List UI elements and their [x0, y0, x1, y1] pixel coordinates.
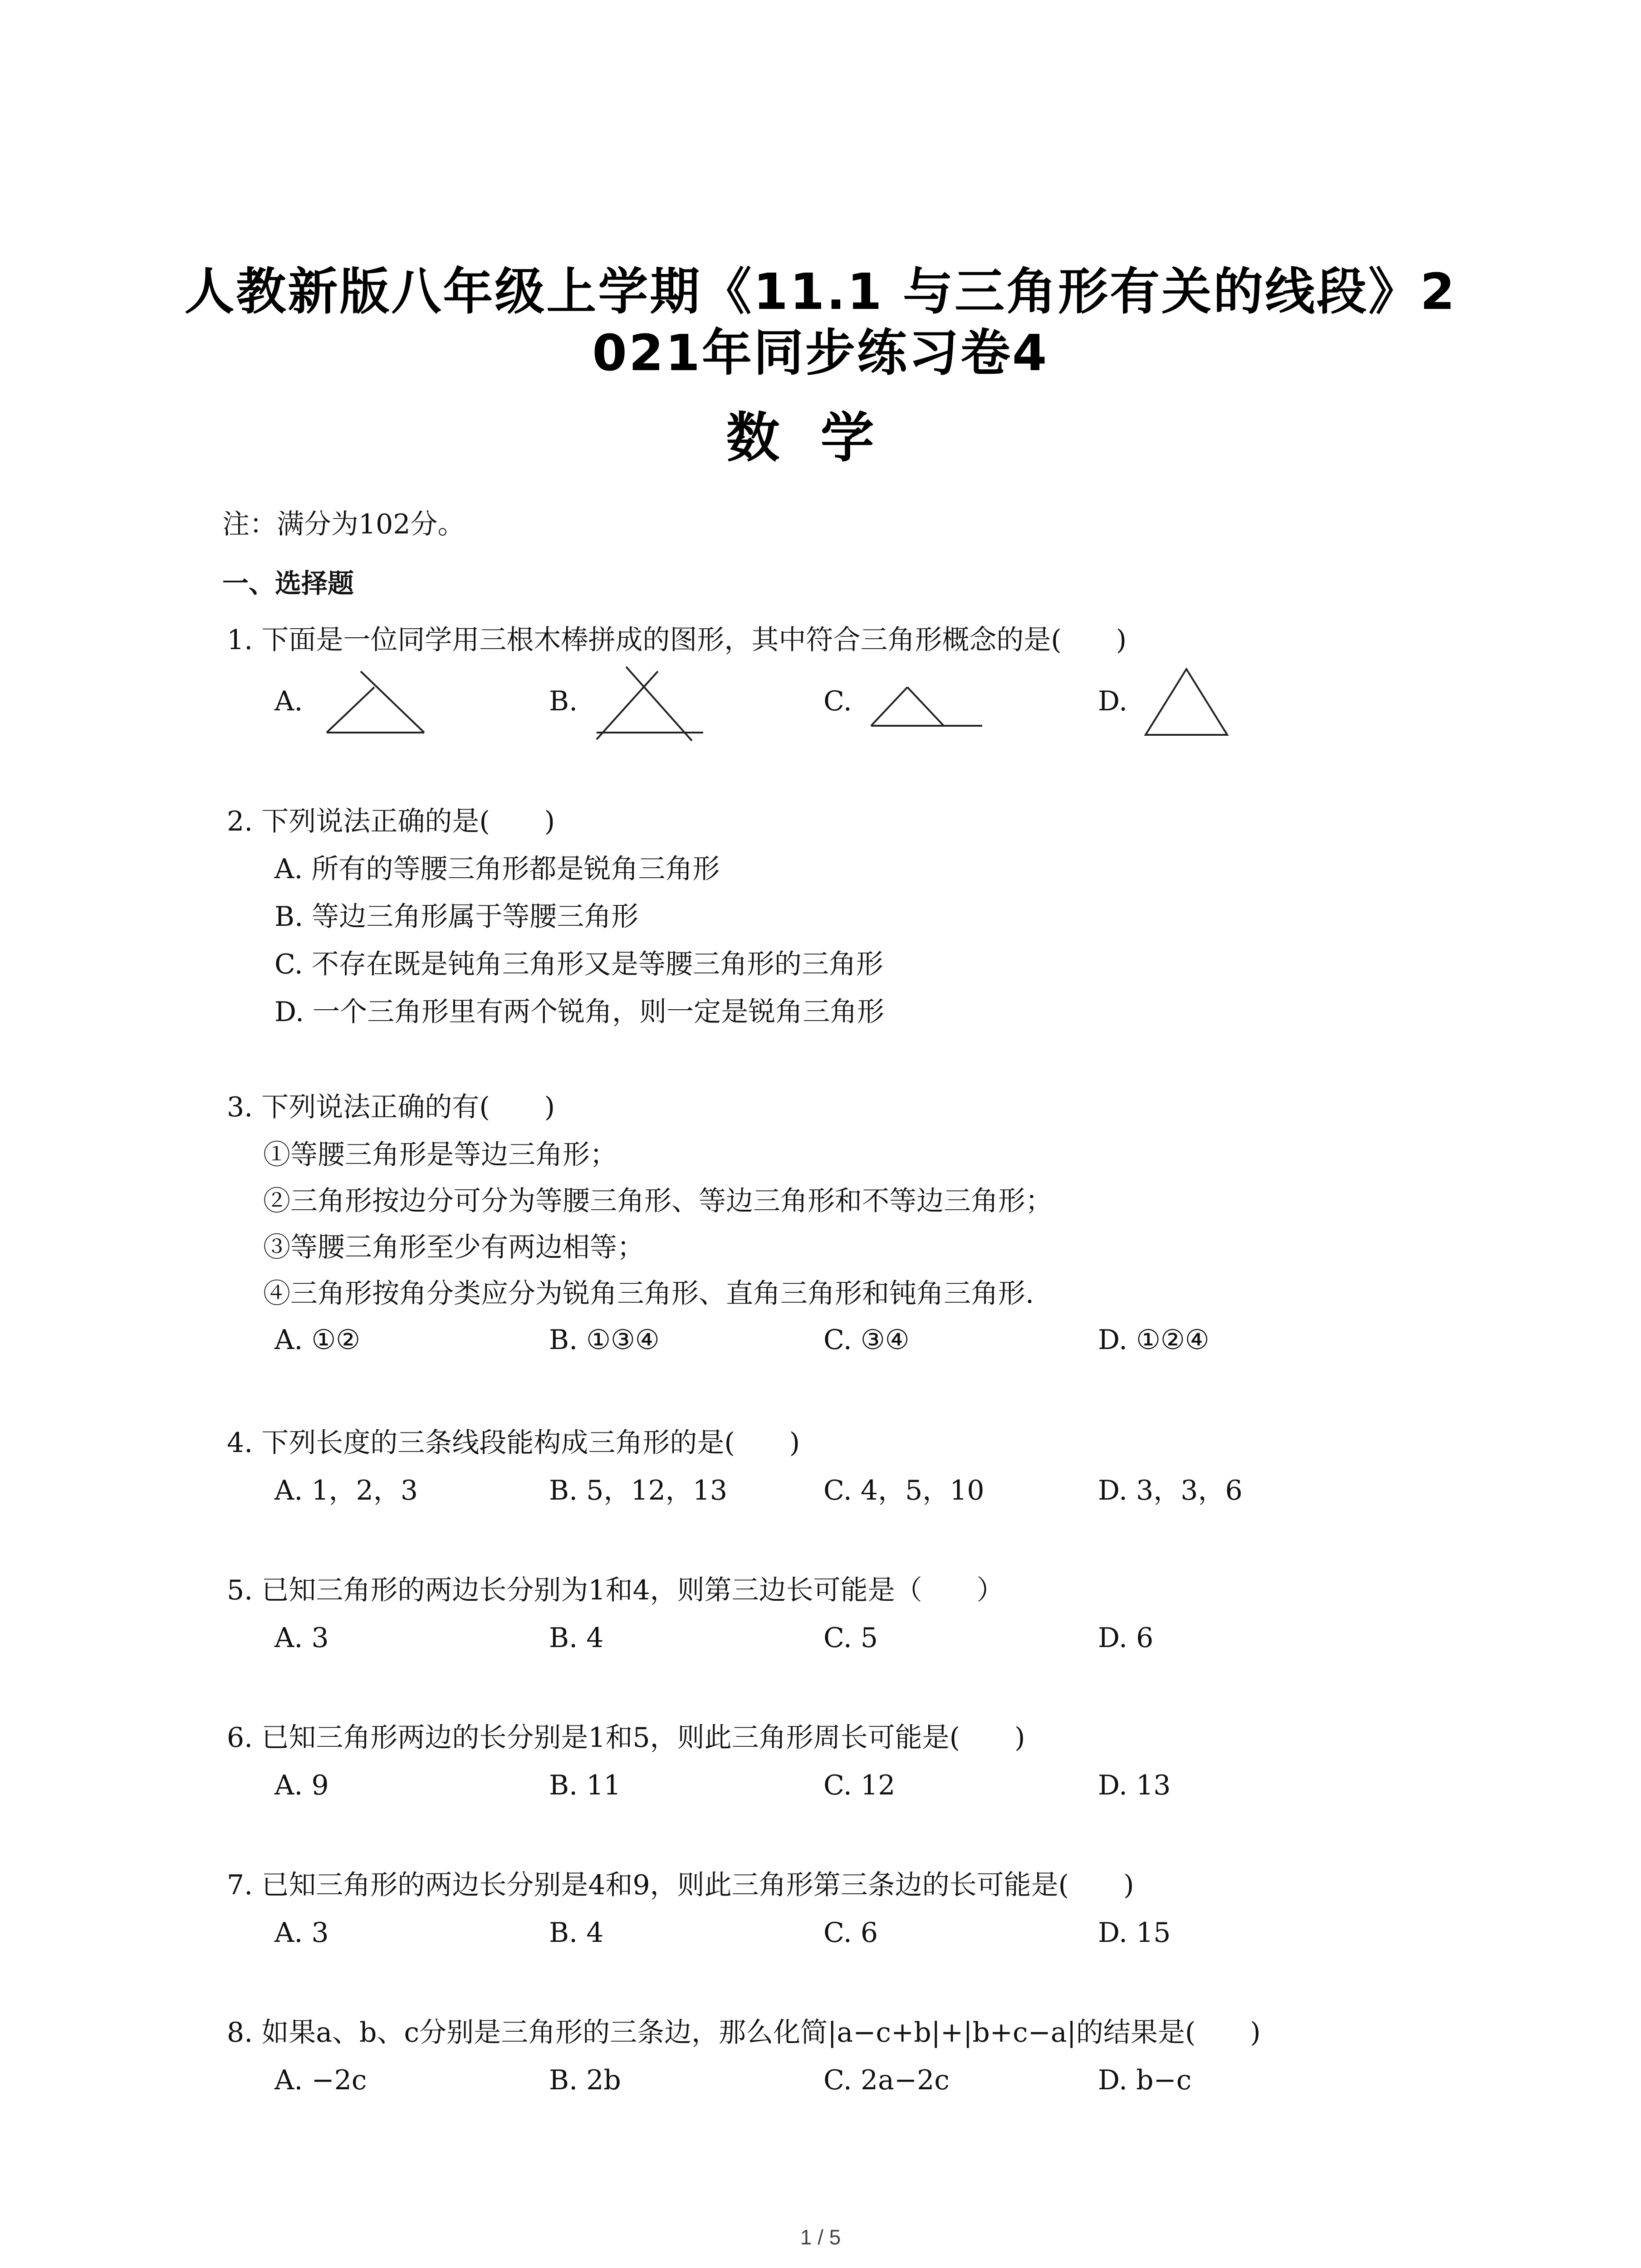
q8-option-d: D. b−c [1098, 2064, 1192, 2096]
q4-option-b: B. 5，12，13 [549, 1475, 728, 1506]
q8-option-c: C. 2a−2c [823, 2064, 950, 2096]
q7-option-d: D. 15 [1098, 1917, 1171, 1949]
q7-option-c: C. 6 [823, 1917, 878, 1949]
q2-option-c: C. 不存在既是钝角三角形又是等腰三角形的三角形 [274, 948, 883, 980]
q7-option-b: B. 4 [549, 1917, 604, 1949]
q3-statement-1: ①等腰三角形是等边三角形； [263, 1139, 617, 1171]
q3-statement-4: ④三角形按角分类应分为锐角三角形、直角三角形和钝角三角形. [263, 1278, 1034, 1310]
q1-figure-b [590, 660, 712, 742]
q2-option-b: B. 等边三角形属于等腰三角形 [274, 901, 639, 933]
q7-option-a: A. 3 [274, 1917, 329, 1949]
q6-option-d: D. 13 [1098, 1769, 1171, 1801]
question-8-stem: 8. 如果a、b、c分别是三角形的三条边，那么化简|a−c+b|+|b+c−a|的结果是( ) [227, 2017, 1261, 2048]
q1-option-a-label: A. [274, 685, 303, 717]
question-5-stem: 5. 已知三角形的两边长分别为1和4，则第三边长可能是（ ） [227, 1574, 1004, 1606]
q1-figure-c [864, 660, 987, 742]
subject-title: 数学 [726, 406, 915, 469]
q3-statement-3: ③等腰三角形至少有两边相等； [263, 1232, 644, 1263]
title-line-1: 人教新版八年级上学期《11.1 与三角形有关的线段》2 [184, 263, 1457, 321]
question-4-stem: 4. 下列长度的三条线段能构成三角形的是( ) [227, 1427, 800, 1459]
q4-option-d: D. 3，3，6 [1098, 1475, 1243, 1506]
q3-option-c: C. ③④ [823, 1324, 910, 1356]
q2-option-a: A. 所有的等腰三角形都是锐角三角形 [274, 853, 720, 885]
q6-option-b: B. 11 [549, 1769, 621, 1801]
q1-option-b-label: B. [549, 685, 578, 717]
q6-option-a: A. 9 [274, 1769, 329, 1801]
q5-option-b: B. 4 [549, 1622, 604, 1654]
question-3-stem: 3. 下列说法正确的有( ) [227, 1091, 555, 1123]
score-note: 注：满分为102分。 [222, 508, 465, 540]
q1-figure-d [1139, 660, 1239, 742]
q1-option-c-label: C. [823, 685, 852, 717]
q3-statement-2: ②三角形按边分可分为等腰三角形、等边三角形和不等边三角形； [263, 1185, 1053, 1217]
question-7-stem: 7. 已知三角形的两边长分别是4和9，则此三角形第三条边的长可能是( ) [227, 1869, 1134, 1901]
q5-option-a: A. 3 [274, 1622, 329, 1654]
question-2-stem: 2. 下列说法正确的是( ) [227, 806, 555, 837]
section-heading: 一、选择题 [222, 568, 354, 599]
question-1-stem: 1. 下面是一位同学用三根木棒拼成的图形，其中符合三角形概念的是( ) [227, 624, 1127, 656]
q5-option-d: D. 6 [1098, 1622, 1154, 1654]
question-6-stem: 6. 已知三角形两边的长分别是1和5，则此三角形周长可能是( ) [227, 1722, 1025, 1754]
title-line-2: 021年同步练习卷4 [592, 324, 1049, 382]
q8-option-b: B. 2b [549, 2064, 621, 2096]
q3-option-a: A. ①② [274, 1324, 361, 1356]
q3-option-b: B. ①③④ [549, 1324, 660, 1356]
q6-option-c: C. 12 [823, 1769, 896, 1801]
page-number: 1 / 5 [800, 2225, 841, 2249]
q1-option-d-label: D. [1098, 685, 1128, 717]
q4-option-a: A. 1，2，3 [274, 1475, 418, 1506]
q3-option-d: D. ①②④ [1098, 1324, 1210, 1356]
q4-option-c: C. 4，5，10 [823, 1475, 985, 1506]
q2-option-d: D. 一个三角形里有两个锐角，则一定是锐角三角形 [274, 996, 885, 1028]
q1-figure-a [318, 660, 440, 742]
q5-option-c: C. 5 [823, 1622, 878, 1654]
q8-option-a: A. −2c [274, 2064, 367, 2096]
